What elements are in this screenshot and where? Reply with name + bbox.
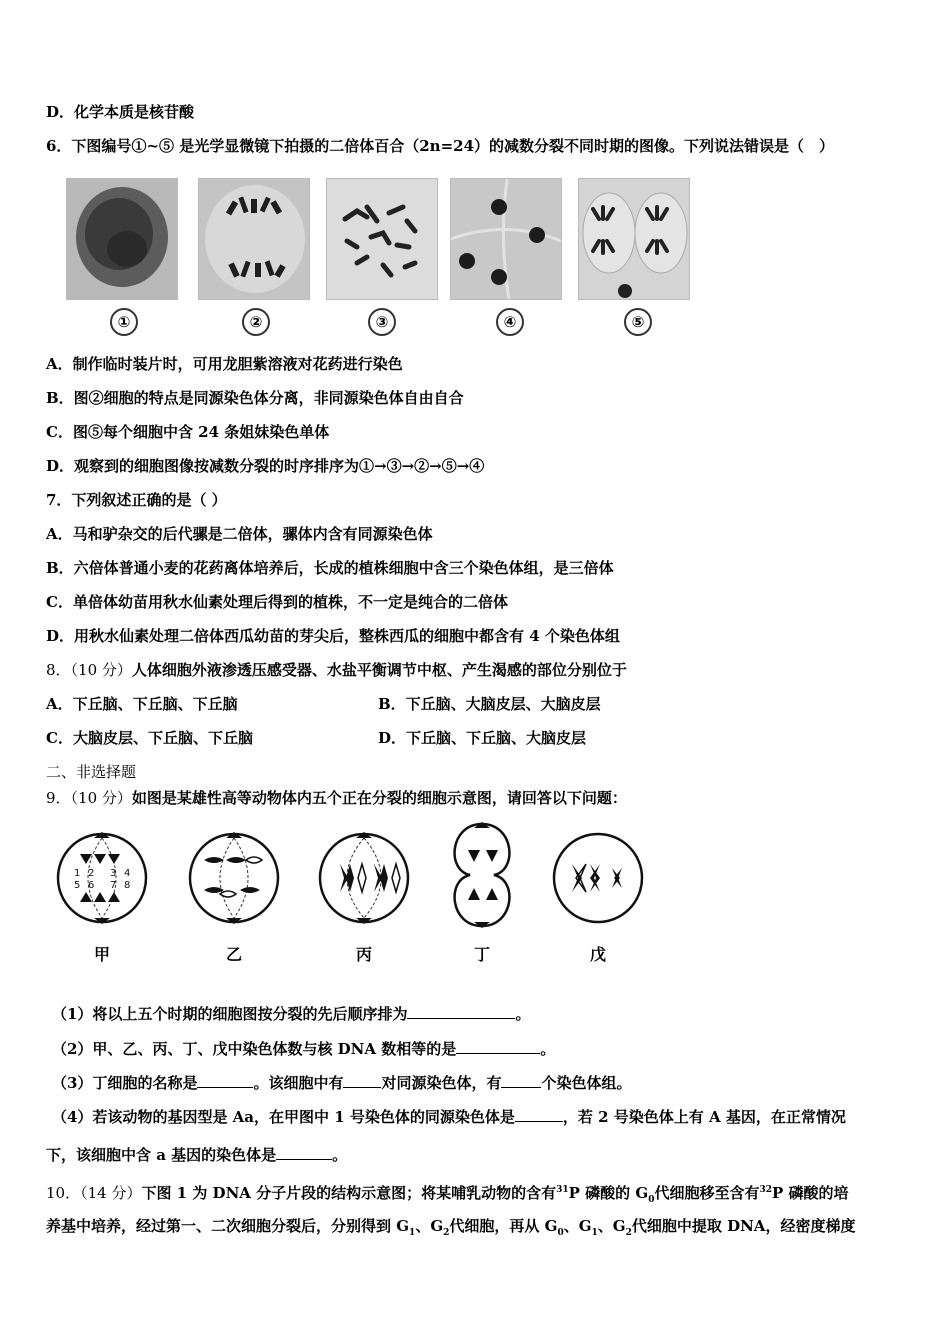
q10-text-2b: 、G bbox=[415, 1217, 444, 1235]
answer-blank-3[interactable] bbox=[197, 1073, 253, 1088]
q9-stem: 如图是某雄性高等动物体内五个正在分裂的细胞示意图，请回答以下问题： bbox=[131, 789, 627, 807]
cell-label-bing: 丙 bbox=[356, 945, 373, 964]
q9-stem-line bbox=[46, 788, 627, 808]
micrograph-4 bbox=[450, 178, 562, 300]
chromosome-number-1: 1 bbox=[74, 868, 81, 879]
cell-diagram-jia bbox=[54, 828, 150, 932]
q10-text-1a: 下图 1 为 DNA 分子片段的结构示意图；将某哺乳动物的含有 bbox=[141, 1184, 557, 1202]
q10-text-1c: 代细胞移至含有 bbox=[654, 1184, 760, 1202]
micrograph-label-2: ② bbox=[242, 308, 270, 336]
q10-sup-32: 32 bbox=[759, 1185, 773, 1195]
q10-points: （14 分） bbox=[80, 1184, 142, 1202]
q9-sub4-mid: ，若 2 号染色体上有 A 基因，在正常情况 bbox=[562, 1108, 846, 1126]
q10-number: 10． bbox=[46, 1184, 81, 1202]
micrograph-label-5: ⑤ bbox=[624, 308, 652, 336]
q7-option-c: C．单倍体幼苗用秋水仙素处理后得到的植株，不一定是纯合的二倍体 bbox=[46, 593, 508, 611]
cell-label-ding: 丁 bbox=[474, 945, 491, 964]
q9-points: （10 分） bbox=[70, 789, 132, 807]
q9-sub4-end: 。 bbox=[332, 1146, 348, 1164]
q7-option-b: B．六倍体普通小麦的花药离体培养后，长成的植株细胞中含三个染色体组，是三倍体 bbox=[46, 559, 614, 577]
q9-sub1-end: 。 bbox=[515, 1005, 531, 1023]
q6-option-a: A．制作临时装片时，可用龙胆紫溶液对花药进行染色 bbox=[46, 355, 403, 373]
q10-line2 bbox=[46, 1216, 855, 1243]
q6-option-d: D．观察到的细胞图像按减数分裂的时序排序为①→③→②→⑤→④ bbox=[46, 457, 485, 475]
q8-stem: 人体细胞外液渗透压感受器、水盐平衡调节中枢、产生渴感的部位分别位于 bbox=[131, 661, 627, 679]
q10-sub-0: 0 bbox=[648, 1195, 655, 1205]
cell-label-jia: 甲 bbox=[94, 945, 111, 964]
q9-sub1 bbox=[52, 1004, 530, 1024]
q7-option-d: D．用秋水仙素处理二倍体西瓜幼苗的芽尖后，整株西瓜的细胞中都含有 4 个染色体组 bbox=[46, 627, 620, 645]
q10-sub-0b: 0 bbox=[557, 1228, 564, 1238]
chromosome-number-6: 6 bbox=[88, 880, 95, 891]
q10-text-1b: P 磷酸的 G bbox=[568, 1184, 649, 1202]
q6-option-b: B．图②细胞的特点是同源染色体分离，非同源染色体自由自合 bbox=[46, 389, 464, 407]
micrograph-label-4: ④ bbox=[496, 308, 524, 336]
answer-blank-2[interactable] bbox=[456, 1039, 540, 1054]
micrograph-2 bbox=[198, 178, 310, 300]
answer-blank-5[interactable] bbox=[501, 1073, 541, 1088]
q8-stem-line bbox=[46, 660, 627, 680]
chromosome-number-5: 5 bbox=[74, 880, 81, 891]
chromosome-number-3: 3 bbox=[110, 868, 117, 879]
chromosome-number-4: 4 bbox=[124, 868, 131, 879]
q9-sub2 bbox=[52, 1039, 555, 1059]
q10-sub-1: 1 bbox=[409, 1228, 416, 1238]
q8-option-c: C．大脑皮层、下丘脑、下丘脑 bbox=[46, 729, 253, 747]
cell-label-wu: 戊 bbox=[590, 945, 607, 964]
q9-sub1-text: （1）将以上五个时期的细胞图按分裂的先后顺序排为 bbox=[52, 1005, 408, 1023]
q10-text-2f: 代细胞中提取 DNA，经密度梯度 bbox=[631, 1217, 856, 1235]
cell-diagram-ding bbox=[440, 828, 524, 934]
micrograph-label-1: ① bbox=[110, 308, 138, 336]
q7-option-a: A．马和驴杂交的后代骡是二倍体，骡体内含有同源染色体 bbox=[46, 525, 433, 543]
q9-sub4-line2 bbox=[46, 1145, 347, 1165]
q8-option-d: D．下丘脑、下丘脑、大脑皮层 bbox=[378, 729, 587, 747]
cell-diagram-wu bbox=[550, 828, 646, 932]
q9-sub3 bbox=[52, 1073, 632, 1093]
q9-sub3-mid2: 对同源染色体，有 bbox=[381, 1074, 502, 1092]
q9-sub3-mid1: 。该细胞中有 bbox=[253, 1074, 344, 1092]
answer-blank-1[interactable] bbox=[407, 1004, 515, 1019]
q10-line1 bbox=[46, 1180, 849, 1210]
micrograph-1 bbox=[66, 178, 178, 300]
answer-blank-4[interactable] bbox=[343, 1073, 381, 1088]
q10-sup-31: 31 bbox=[556, 1185, 569, 1195]
q10-text-2a: 养基中培养，经过第一、二次细胞分裂后，分别得到 G bbox=[46, 1217, 410, 1235]
cell-label-yi: 乙 bbox=[226, 945, 243, 964]
q5-option-d: D．化学本质是核苷酸 bbox=[46, 103, 195, 121]
q10-sub-2b: 2 bbox=[625, 1228, 632, 1238]
q9-sub3-end: 个染色体组。 bbox=[541, 1074, 632, 1092]
section-title: 二、非选择题 bbox=[46, 763, 137, 781]
q9-sub2-end: 。 bbox=[540, 1040, 556, 1058]
q8-points: （10 分） bbox=[70, 661, 132, 679]
chromosome-number-7: 7 bbox=[110, 880, 117, 891]
q9-sub4-text: （4）若该动物的基因型是 Aa，在甲图中 1 号染色体的同源染色体是 bbox=[52, 1108, 515, 1126]
q10-sub-2: 2 bbox=[443, 1228, 450, 1238]
q9-number: 9． bbox=[46, 789, 71, 807]
cell-diagram-yi bbox=[186, 828, 282, 932]
q10-text-2e: 、G bbox=[597, 1217, 626, 1235]
answer-blank-6[interactable] bbox=[515, 1107, 563, 1122]
q9-sub4-line1 bbox=[52, 1107, 846, 1127]
q9-sub2-text: （2）甲、乙、丙、丁、戊中染色体数与核 DNA 数相等的是 bbox=[52, 1040, 457, 1058]
q10-text-2c: 代细胞，再从 G bbox=[449, 1217, 558, 1235]
micrograph-label-3: ③ bbox=[368, 308, 396, 336]
micrograph-5 bbox=[578, 178, 690, 300]
q9-sub3-text: （3）丁细胞的名称是 bbox=[52, 1074, 198, 1092]
chromosome-number-8: 8 bbox=[124, 880, 131, 891]
chromosome-number-2: 2 bbox=[88, 868, 95, 879]
q8-option-b: B．下丘脑、大脑皮层、大脑皮层 bbox=[378, 695, 601, 713]
q6-option-c: C．图⑤每个细胞中含 24 条姐妹染色单体 bbox=[46, 423, 330, 441]
answer-blank-7[interactable] bbox=[276, 1145, 332, 1160]
q10-text-2d: 、G bbox=[563, 1217, 592, 1235]
q7-stem: 7．下列叙述正确的是（ ） bbox=[46, 491, 227, 509]
q10-sub-1b: 1 bbox=[591, 1228, 598, 1238]
cell-diagram-bing bbox=[316, 828, 412, 932]
q8-number: 8． bbox=[46, 661, 71, 679]
q6-stem: 6．下图编号①~⑤ 是光学显微镜下拍摄的二倍体百合（2n=24）的减数分裂不同时期的图像。下列说法错误是（ ） bbox=[46, 137, 835, 155]
micrograph-3 bbox=[326, 178, 438, 300]
q10-text-1d: P 磷酸的培 bbox=[772, 1184, 849, 1202]
q8-option-a: A．下丘脑、下丘脑、下丘脑 bbox=[46, 695, 238, 713]
q9-sub4-text2: 下，该细胞中含 a 基因的染色体是 bbox=[46, 1146, 277, 1164]
